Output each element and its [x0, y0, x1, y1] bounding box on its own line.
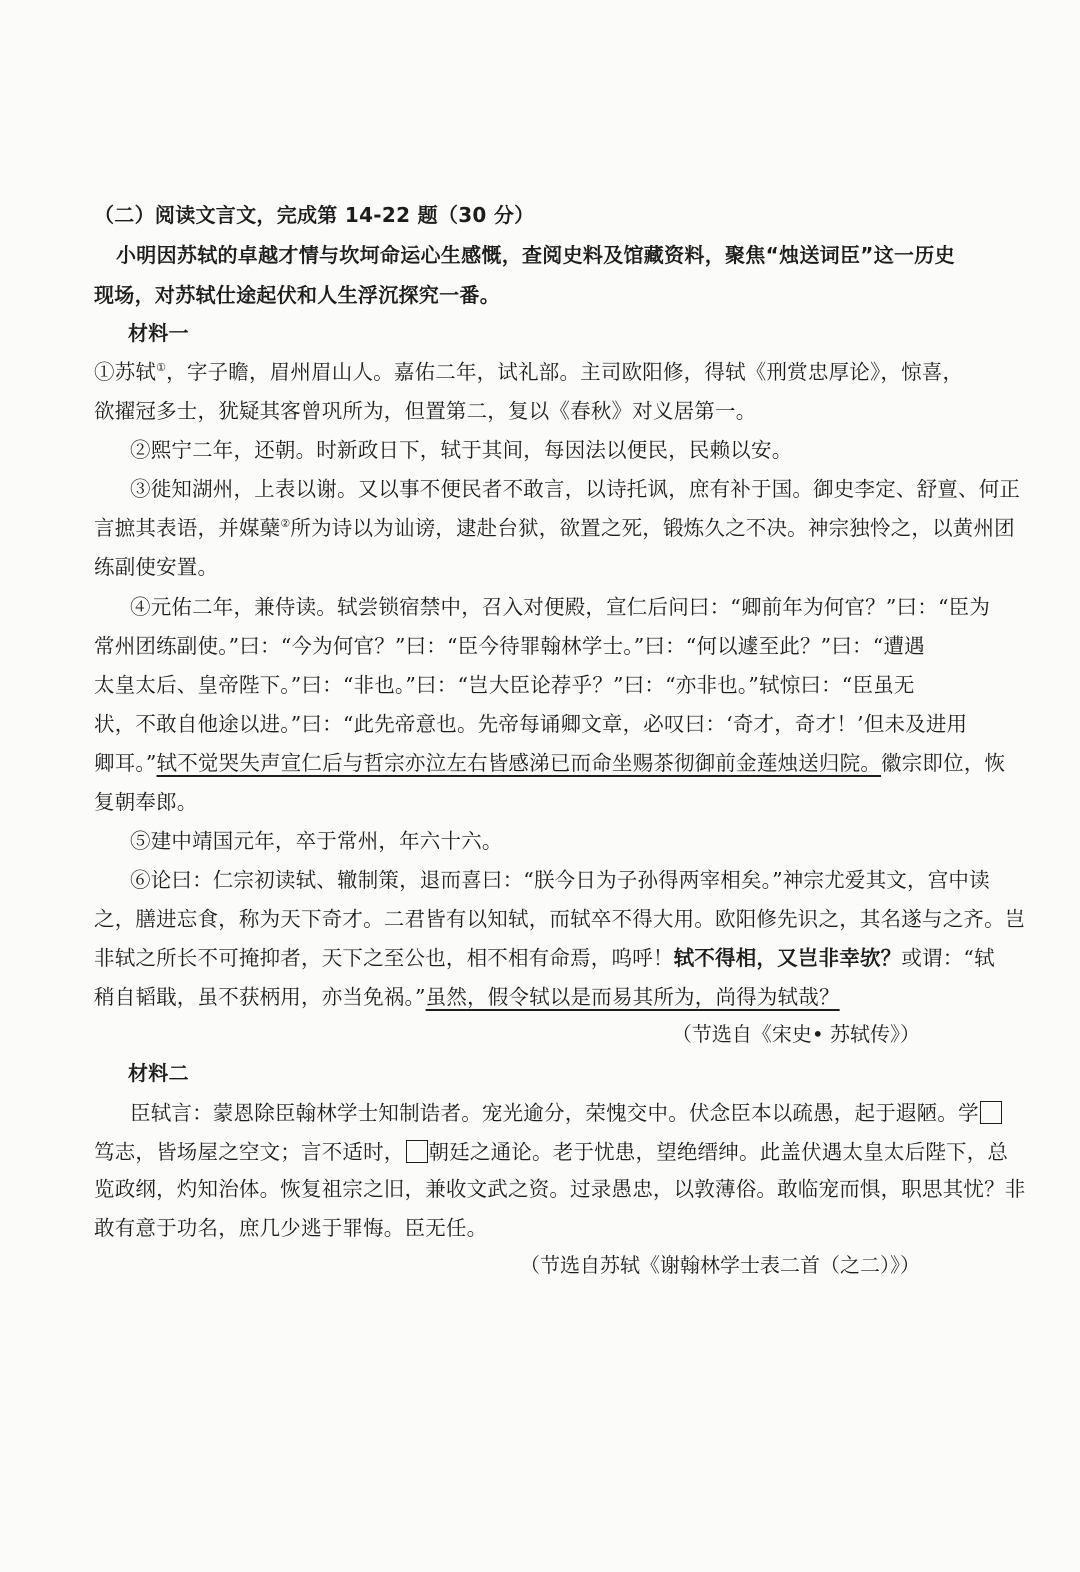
material1-source: （节选自《宋史• 苏轼传》） [671, 1022, 920, 1046]
m1-p2: ②熙宁二年，还朝。时新政日下，轼于其间，每因法以便民，民赖以安。 [130, 438, 793, 462]
m1-p6-line-4: 稍自韬戢，虽不获柄用，亦当免祸。”虽然，假令轼以是而易其所为，尚得为轼哉？ [94, 985, 840, 1009]
m1-p1-line-1: ①苏轼①，字子瞻，眉州眉山人。嘉佑二年，试礼部。主司欧阳修，得轼《刑赏忠厚论》，惊喜， [94, 360, 964, 384]
m1-p3-line-2: 言摭其表语，并媒蘖②所为诗以为讪谤，逮赴台狱，欲置之死，锻炼久之不决。神宗独怜之，以黄州团 [94, 516, 1015, 540]
intro-line-1: 小明因苏轼的卓越才情与坎坷命运心生感慨，查阅史料及馆藏资料，聚焦“烛送词臣”这一历史 [116, 243, 955, 267]
m1-p4-line-4: 状，不敢自他途以进。”曰：“此先帝意也。先帝每诵卿文章，必叹曰：‘奇才，奇才！’但未及进用 [94, 712, 968, 736]
m2-line-2: 笃志，皆场屋之空文；言不适时， 朝廷之通论。老于忧患，望绝缙绅。此盖伏遇太皇太后陛下，总 [94, 1140, 1009, 1164]
m1-p4-line-1: ④元佑二年，兼侍读。轼尝锁宿禁中，召入对便殿，宣仁后问曰：“卿前年为何官？”曰：“臣为 [130, 595, 991, 619]
m1-p4-line-5: 卿耳。”轼不觉哭失声宣仁后与哲宗亦泣左右皆感涕已而命坐赐茶彻御前金莲烛送归院。徽宗即位，恢 [94, 751, 1006, 775]
material1-title: 材料一 [128, 321, 189, 345]
underlined-sentence-2: 虽然，假令轼以是而易其所为，尚得为轼哉？ [425, 985, 840, 1009]
m1-p6-line-2: 之，膳进忘食，称为天下奇才。二君皆有以知轼，而轼卒不得大用。欧阳修先识之，其名遂与之齐。岂 [94, 907, 1026, 931]
m1-p3-line-1: ③徙知湖州，上表以谢。又以事不便民者不敢言，以诗托讽，庶有补于国。御史李定、舒亶、何正 [130, 477, 1021, 501]
m1-p1-line-2: 欲擢冠多士，犹疑其客曾巩所为，但置第二，复以《春秋》对义居第一。 [94, 399, 757, 423]
m2-line-1: 臣轼言：蒙恩除臣翰林学士知制诰者。宠光逾分，荣愧交中。伏念臣本以疏愚，起于遐陋。学 [130, 1101, 1003, 1124]
m1-p4-line-3: 太皇太后、皇帝陛下。”曰：“非也。”曰：“岂大臣论荐乎？”曰：“亦非也。”轼惊曰：“臣虽无 [94, 673, 915, 697]
m1-p6-line-3: 非轼之所长不可掩抑者，天下之至公也，相不相有命焉，呜呼！轼不得相，又岂非幸欤？或谓：“轼 [94, 946, 995, 970]
material2-title: 材料二 [128, 1061, 189, 1085]
blank-box-2 [406, 1140, 428, 1163]
m1-p3-line-3: 练副使安置。 [94, 555, 219, 579]
m2-line-3: 览政纲，灼知治体。恢复祖宗之旧，兼收文武之资。过录愚忠，以敦薄俗。敢临宠而惧，职思其忧？非 [94, 1177, 1026, 1201]
material2-source: （节选自苏轼《谢翰林学士表二首（之二）》） [520, 1253, 920, 1277]
section-header: （二）阅读文言文，完成第 14-22 题（30 分） [94, 203, 535, 227]
m1-p4-line-2: 常州团练副使。”曰：“今为何官？”曰：“臣今待罪翰林学士。”曰：“何以遽至此？”曰：“遭遇 [94, 634, 925, 658]
intro-line-2: 现场，对苏轼仕途起伏和人生浮沉探究一番。 [94, 283, 500, 307]
m1-p6-line-1: ⑥论曰：仁宗初读轼、辙制策，退而喜曰：“朕今日为子孙得两宰相矣。”神宗尤爱其文，宫中读 [130, 868, 990, 892]
m1-p5: ⑤建中靖国元年，卒于常州，年六十六。 [130, 829, 503, 853]
m1-p4-line-6: 复朝奉郎。 [94, 790, 198, 814]
m2-line-4: 敢有意于功名，庶几少逃于罪悔。臣无任。 [94, 1216, 488, 1240]
underlined-sentence: 轼不觉哭失声宣仁后与哲宗亦泣左右皆感涕已而命坐赐茶彻御前金莲烛送归院。 [156, 751, 882, 775]
blank-box-1 [980, 1101, 1002, 1124]
